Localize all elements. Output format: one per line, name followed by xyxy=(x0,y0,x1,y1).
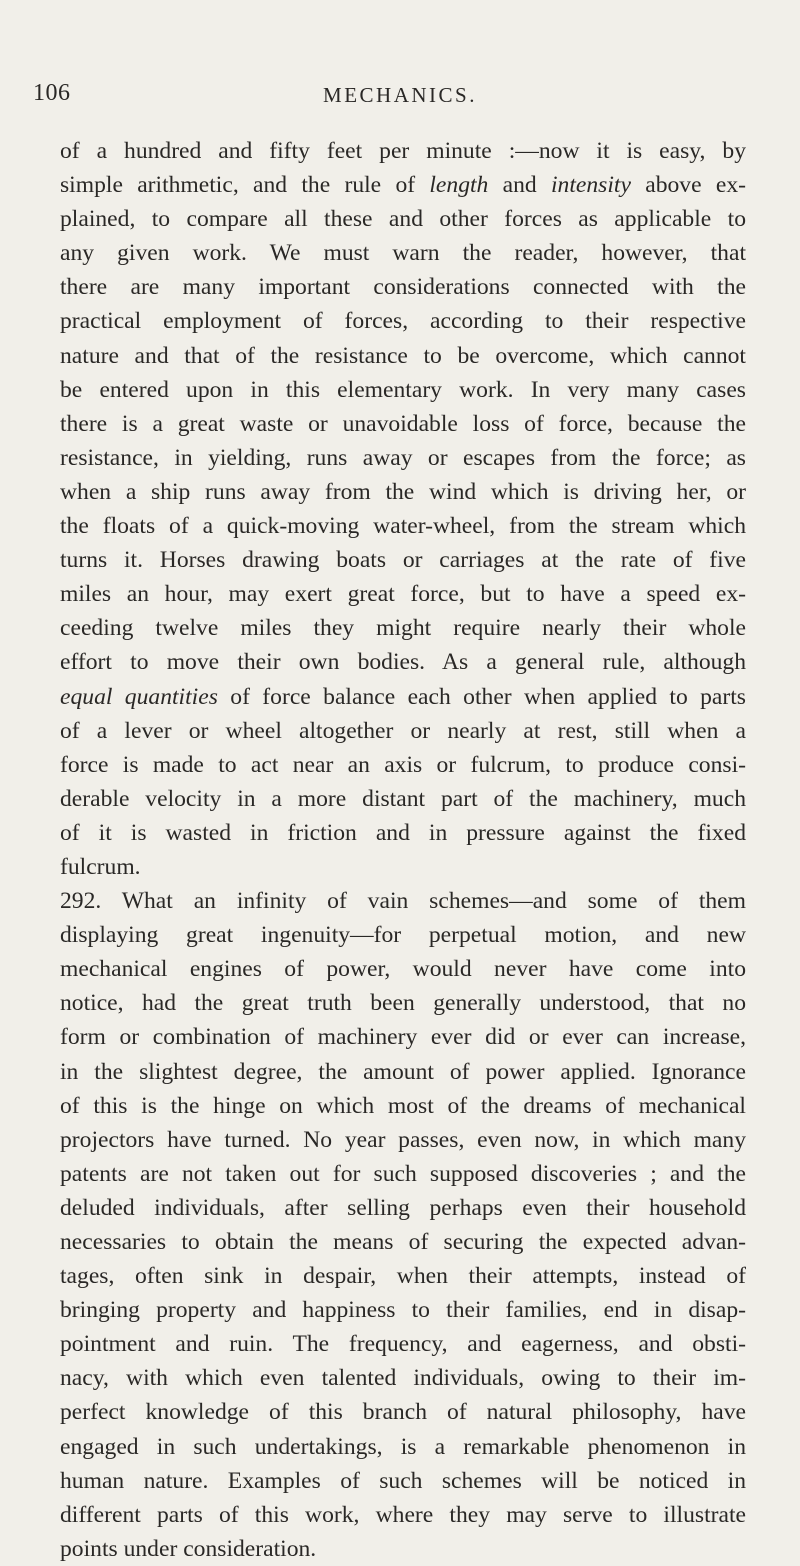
text-fragment: and xyxy=(488,172,551,199)
text-line: nacy, with which even talented individuals, owing to their im- xyxy=(60,1365,746,1392)
text-line: plained, to compare all these and other forces as applicable to xyxy=(60,206,746,233)
text-line: miles an hour, may exert great force, but to have a speed ex- xyxy=(60,581,746,608)
text-line: in the slightest degree, the amount of power applied. Ignorance xyxy=(60,1058,746,1085)
text-line: notice, had the great truth been generally understood, that no xyxy=(60,990,746,1017)
text-line: derable velocity in a more distant part of the machinery, much xyxy=(60,785,746,812)
text-line: ceeding twelve miles they might require nearly their whole xyxy=(60,615,746,642)
page-number: 106 xyxy=(33,80,71,106)
text-line: there are many important considerations connected with the xyxy=(60,274,746,301)
emphasis-intensity: intensity xyxy=(551,172,631,199)
text-line: deluded individuals, after selling perhaps even their household xyxy=(60,1194,746,1221)
text-line: projectors have turned. No year passes, even now, in which many xyxy=(60,1126,746,1153)
text-fragment: of force balance each other when applied to parts xyxy=(217,683,746,710)
text-line: resistance, in yielding, runs away or escapes from the force; as xyxy=(60,444,746,471)
text-line: form or combination of machinery ever did or ever can increase, xyxy=(60,1024,746,1051)
paragraph-292-start: 292. What an infinity of vain schemes—and some of them xyxy=(60,888,746,915)
text-line: there is a great waste or unavoidable loss of force, because the xyxy=(60,410,746,437)
text-line: displaying great ingenuity—for perpetual motion, and new xyxy=(60,922,746,949)
text-line-with-emphasis xyxy=(60,680,746,714)
text-line: of a lever or wheel altogether or nearly at rest, still when a xyxy=(60,717,746,744)
text-line: of it is wasted in friction and in pressure against the fixed xyxy=(60,819,746,846)
text-line: practical employment of forces, according to their respective xyxy=(60,308,746,335)
page-header xyxy=(0,80,800,120)
text-line: any given work. We must warn the reader, however, that xyxy=(60,240,746,267)
text-fragment: simple arithmetic, and the rule of xyxy=(60,172,430,199)
text-line: force is made to act near an axis or fulcrum, to produce consi- xyxy=(60,751,746,778)
emphasis-equal-quantities: equal quantities xyxy=(60,683,218,710)
text-line-with-emphasis xyxy=(60,168,746,202)
text-line: tages, often sink in despair, when their attempts, instead of xyxy=(60,1263,746,1290)
text-line: effort to move their own bodies. As a general rule, although xyxy=(60,649,746,676)
text-line: the floats of a quick-moving water-wheel, from the stream which xyxy=(60,513,746,540)
text-line: mechanical engines of power, would never have come into xyxy=(60,956,746,983)
text-line: of a hundred and fifty feet per minute :—now it is easy, by xyxy=(60,138,746,164)
text-line: points under consideration. xyxy=(60,1535,317,1562)
text-line: of this is the hinge on which most of the dreams of mechanical xyxy=(60,1092,746,1119)
text-line: necessaries to obtain the means of securing the expected advan- xyxy=(60,1229,746,1255)
text-line: turns it. Horses drawing boats or carriages at the rate of five xyxy=(60,547,746,574)
text-line: human nature. Examples of such schemes will be noticed in xyxy=(60,1467,746,1494)
text-line: when a ship runs away from the wind which is driving her, or xyxy=(60,478,746,505)
text-line: pointment and ruin. The frequency, and eagerness, and obsti- xyxy=(60,1331,746,1358)
text-line: patents are not taken out for such supposed discoveries ; and the xyxy=(60,1160,746,1187)
text-line: fulcrum. xyxy=(60,853,141,880)
text-line: engaged in such undertakings, is a remarkable phenomenon in xyxy=(60,1433,746,1460)
body-text xyxy=(60,134,746,1566)
text-line: nature and that of the resistance to be overcome, which cannot xyxy=(60,342,746,369)
text-line: be entered upon in this elementary work. In very many cases xyxy=(60,376,746,403)
text-line: different parts of this work, where they may serve to illustrate xyxy=(60,1501,746,1528)
text-fragment: above ex- xyxy=(630,172,746,199)
text-line: perfect knowledge of this branch of natural philosophy, have xyxy=(60,1399,746,1426)
emphasis-length: length xyxy=(429,172,489,199)
running-head: MECHANICS. xyxy=(323,83,477,107)
text-line: bringing property and happiness to their families, end in disap- xyxy=(60,1297,746,1324)
